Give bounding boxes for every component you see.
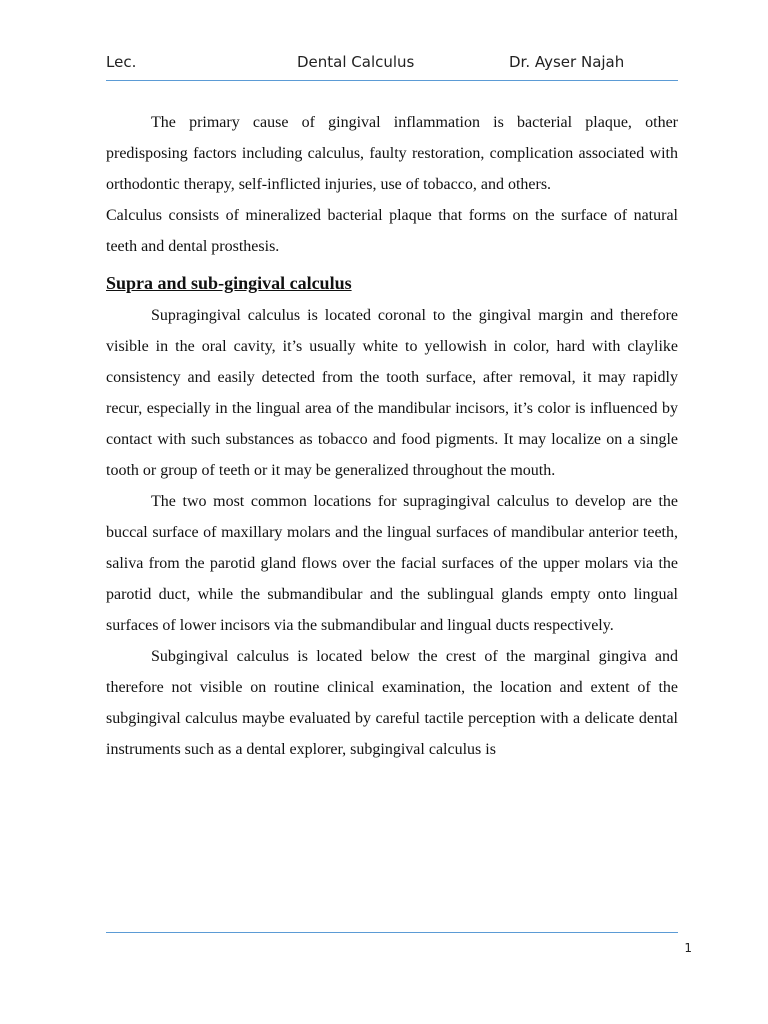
paragraph-subgingival: Subgingival calculus is located below the crest of the marginal gingiva and therefore not visible on routine clinical examination, the location and extent of the subgingival calculus maybe evaluated by careful tactile perception with a delicate dental instruments such as a dental explorer, subgingival calculus is [106,648,678,758]
header-lecture-label: Lec. [106,53,137,71]
paragraph-calculus-definition: Calculus consists of mineralized bacterial plaque that forms on the surface of natural teeth and dental prosthesis. [106,207,678,255]
header-author: Dr. Ayser Najah [509,53,625,71]
document-body [106,107,678,765]
paragraph-gingival-inflammation: The primary cause of gingival inflammation is bacterial plaque, other predisposing factors including calculus, faulty restoration, complication associated with orthodontic therapy, self-inflicted injuries, use of tobacco, and others. [106,114,678,193]
paragraph-supragingival: Supragingival calculus is located coronal to the gingival margin and therefore visible in the oral cavity, it’s usually white to yellowish in color, hard with claylike consistency and easily detected from the tooth surface, after removal, it may rapidly recur, especially in the lingual area of the mandibular incisors, it’s color is influenced by contact with such substances as tobacco and food pigments. It may localize on a single tooth or group of teeth or it may be generalized throughout the mouth. [106,307,678,479]
page-header [106,50,678,81]
page-number: 1 [684,941,692,955]
section-heading: Supra and sub-gingival calculus [106,273,352,293]
header-title: Dental Calculus [297,53,415,71]
paragraph-common-locations: The two most common locations for supragingival calculus to develop are the buccal surface of maxillary molars and the lingual surfaces of mandibular anterior teeth, saliva from the parotid gland flows over the facial surfaces of the upper molars via the parotid duct, while the submandibular and the sublingual glands empty onto lingual surfaces of lower incisors via the submandibular and lingual ducts respectively. [106,493,678,634]
footer-rule [106,932,678,933]
